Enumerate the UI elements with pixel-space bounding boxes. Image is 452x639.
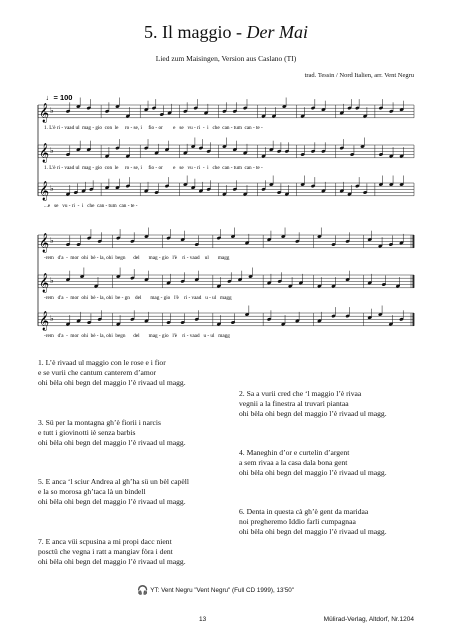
flat-key-icon: ♭	[50, 236, 54, 245]
verse-line: ohi bèla ohi begn del maggio l’è rivaad ul magg.	[38, 378, 186, 388]
staff	[38, 176, 414, 210]
verse-line: vegnii a la finestra al truvarì piantaa	[239, 399, 349, 409]
verse-5	[38, 477, 253, 508]
headphones-icon: 🎧	[137, 585, 149, 595]
verse-3	[38, 418, 253, 449]
publisher-info: Mülirad-Verlag, Altdorf, Nr.1204	[323, 616, 414, 623]
tempo-marking: ♩= 100	[46, 93, 73, 102]
verse-6	[239, 507, 452, 538]
staff	[38, 98, 414, 132]
lyric-line: 1. L'è ri - vaad ul mag - gio con le ro - se, i fio - or e se vu - ri - i che can - tum can - te -	[44, 165, 263, 171]
page-number: 13	[199, 616, 207, 623]
verse-line: 4. Maneghin d’or e curtelin d’argent	[239, 448, 350, 457]
verse-line: ohi bèla ohi begn del maggio l’è rivaad ul magg.	[38, 438, 186, 448]
verse-line: 6. Denta in questa cà gh’è gent da maridaa	[239, 507, 369, 516]
verse-7	[38, 537, 253, 568]
flat-key-icon: ♭	[50, 106, 54, 115]
verse-line: ohi bèla ohi begn del maggio l’è rivaad ul magg.	[38, 497, 186, 507]
verse-1	[38, 358, 253, 389]
verse-line: a sem rivaa a la casa dala bona gent	[239, 458, 348, 468]
verse-line: e se vurii che cantum canterem d’amor	[38, 368, 157, 378]
verse-line: posctü che vegna i ratt a mangiav fòra i dent	[38, 547, 173, 557]
verse-line: ohi bèla ohi begn del maggio l’è rivaad ul magg.	[38, 557, 186, 567]
verse-line: noi pregheremo Iddio farli cumpagnaa	[239, 517, 356, 527]
verse-line: e tutt i giovinotti iè senza barbis	[38, 428, 136, 438]
title-italic: Der Mai	[246, 22, 308, 42]
verse-line: 7. E anca vüi scpusina a mi propi dacc nient	[38, 537, 172, 546]
lyric-line: ...e se vu - ri - i che can - tum can - te -	[44, 203, 138, 209]
staff	[38, 268, 414, 302]
title-main: 5. Il maggio -	[144, 22, 247, 42]
treble-clef-icon: 𝄞	[39, 103, 50, 123]
treble-clef-icon: 𝄞	[39, 273, 50, 293]
verse-line: 1. L’è rivaad ul maggio con le rose e i fior	[38, 358, 166, 367]
verse-line: ohi bèla ohi begn del maggio l’è rivaad ul magg.	[239, 527, 387, 537]
verse-line: ohi bèla ohi begn del maggio l’è rivaad ul magg.	[239, 468, 387, 478]
verse-2	[239, 389, 452, 420]
treble-clef-icon: 𝄞	[39, 233, 50, 253]
verse-line: e la so morosa gh’taca là un bindell	[38, 487, 146, 497]
lyric-line: -rem d'a - mor ohi bè - la, ohi begn del mag - gio l'è ri - vaad ul magg	[44, 255, 230, 261]
treble-clef-icon: 𝄞	[39, 311, 50, 331]
staves-group	[38, 98, 414, 340]
music-score	[0, 85, 452, 350]
song-subtitle: Lied zum Maisingen, Version aus Caslano (TI)	[155, 54, 297, 63]
song-title	[0, 22, 452, 43]
treble-clef-icon: 𝄞	[39, 143, 50, 163]
lyric-line: 1. L'è ri - vaad ul mag - gio con le ro - se, i fio - or e se vu - ri - i che can - tum can - te -	[44, 125, 263, 131]
recording-footnote	[137, 585, 294, 596]
verse-line: ohi bèla ohi begn del maggio l’è rivaad ul magg.	[239, 409, 387, 419]
staff	[38, 138, 414, 172]
flat-key-icon: ♭	[50, 146, 54, 155]
staff	[38, 228, 414, 262]
verse-line: 2. Sa a vurii cred che ‘l maggio l’è rivaa	[239, 389, 362, 398]
flat-key-icon: ♭	[50, 276, 54, 285]
staff	[38, 306, 414, 340]
treble-clef-icon: 𝄞	[39, 181, 50, 201]
verse-line: 5. E anca ‘l sciur Andrea al gh’ha sü un bèl capèll	[38, 477, 189, 486]
verse-line: 3. Sü per la montagna gh’è fiorii i narcis	[38, 418, 161, 427]
lyric-line: -rem d'a - mor ohi bè - la, ohi begn del mag - gio l'è ri - vaad u - ul magg	[44, 333, 230, 339]
footnote-text: YT: Vent Negru "Vent Negru" (Full CD 1999), 13'50"	[150, 587, 294, 594]
verse-4	[239, 448, 452, 479]
arrangement-credit: trad. Tessin / Nord Italien, arr. Vent Negru	[304, 72, 414, 79]
flat-key-icon: ♭	[50, 314, 54, 323]
flat-key-icon: ♭	[50, 184, 54, 193]
lyric-line: -rem d'a - mor ohi bè - la, ohi be - gn del mag - gio l'è ri - vaad u - ul magg	[44, 295, 232, 301]
